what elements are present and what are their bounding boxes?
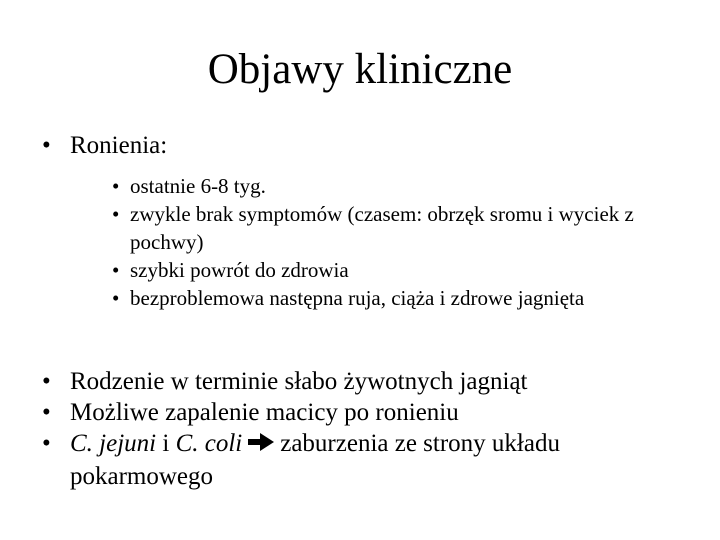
species-name-coli: C. coli — [175, 430, 243, 457]
section-label: Ronienia: — [70, 132, 168, 159]
list-item — [42, 366, 682, 397]
item-text: zaburzenia ze strony układu pokarmowego — [70, 430, 560, 490]
sub-list-item — [112, 200, 672, 256]
sublist-ronienia — [112, 172, 672, 312]
connector-text: i — [156, 430, 176, 457]
list-item — [42, 397, 682, 428]
bullet: • — [42, 430, 51, 457]
bullet: • — [112, 202, 120, 226]
section-ronienia — [42, 130, 682, 161]
sub-list-item — [112, 284, 672, 312]
item-text: Możliwe zapalenie macicy po ronieniu — [70, 399, 459, 426]
species-name-jejuni: C. jejuni — [70, 430, 157, 457]
bullet: • — [42, 368, 51, 395]
item-text: Rodzenie w terminie słabo żywotnych jagniąt — [70, 368, 528, 395]
bullet: • — [112, 286, 120, 310]
bullet: • — [112, 258, 120, 282]
list-item — [42, 428, 682, 492]
sub-list-item — [112, 172, 672, 200]
sub-item-text: bezproblemowa następna ruja, ciąża i zdrowe jagnięta — [130, 286, 585, 310]
bullet: • — [42, 132, 51, 159]
bullet: • — [112, 174, 120, 198]
list-item — [42, 130, 682, 161]
sub-list-item — [112, 256, 672, 284]
sub-item-text: zwykle brak symptomów (czasem: obrzęk sromu i wyciek z pochwy) — [130, 202, 634, 254]
sub-item-text: szybki powrót do zdrowia — [130, 258, 349, 282]
slide-title: Objawy kliniczne — [207, 46, 513, 93]
sub-item-text: ostatnie 6-8 tyg. — [130, 174, 266, 198]
bullet: • — [42, 399, 51, 426]
main-list — [42, 366, 682, 492]
arrow-right-icon — [248, 428, 274, 459]
